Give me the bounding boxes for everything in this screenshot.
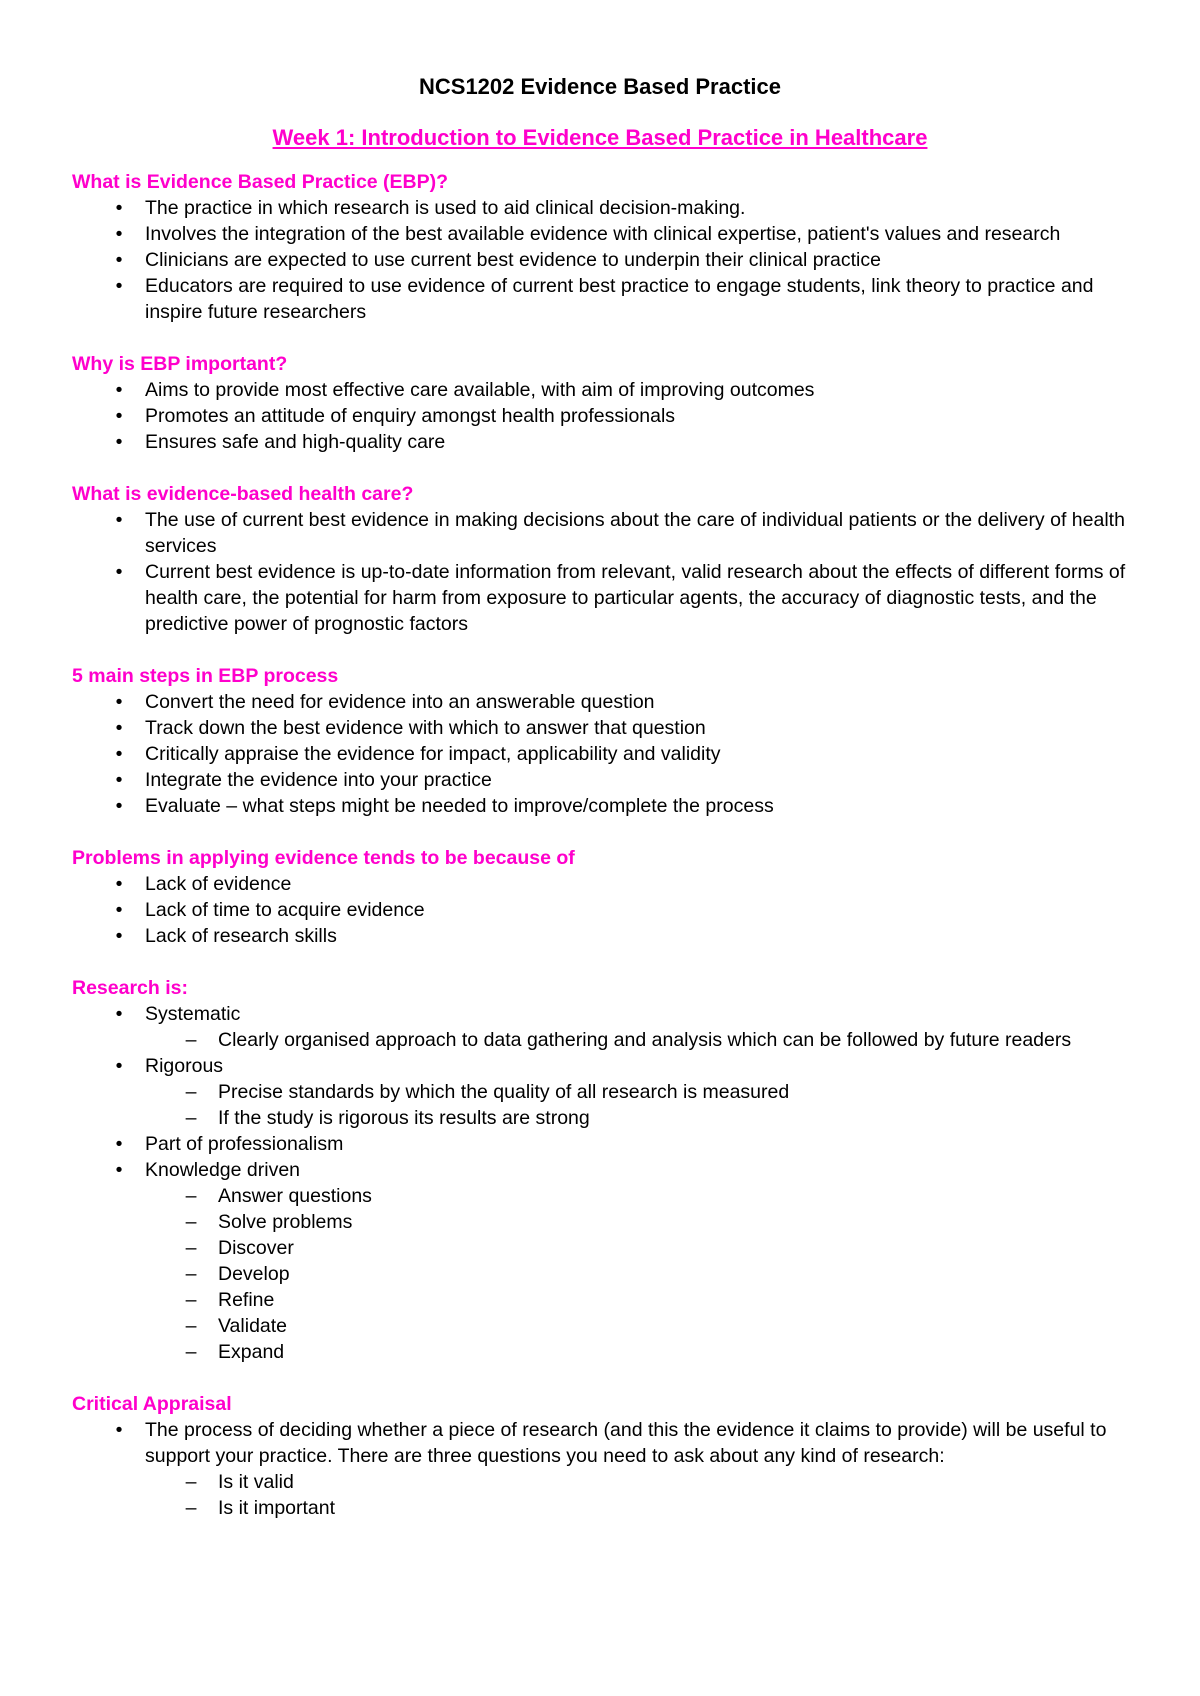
bullet-icon: •	[115, 795, 123, 817]
sub-item	[145, 1469, 1128, 1495]
bullet-list	[72, 689, 1128, 819]
bullet-item	[72, 429, 1128, 455]
dash-icon: –	[185, 1497, 197, 1519]
bullet-item	[72, 1053, 1128, 1131]
bullet-item	[72, 273, 1128, 325]
sub-item	[145, 1339, 1128, 1365]
bullet-icon: •	[115, 1159, 123, 1181]
section	[72, 663, 1128, 819]
sub-item-text: Solve problems	[218, 1211, 353, 1233]
dash-icon: –	[185, 1107, 197, 1129]
sub-item-text: If the study is rigorous its results are strong	[218, 1107, 590, 1129]
bullet-icon: •	[115, 405, 123, 427]
dash-icon: –	[185, 1029, 197, 1051]
sub-item-text: Refine	[218, 1289, 275, 1311]
bullet-text: Lack of evidence	[145, 873, 292, 895]
sub-list	[145, 1469, 1128, 1521]
bullet-list	[72, 1001, 1128, 1365]
bullet-list	[72, 377, 1128, 455]
sub-item	[145, 1287, 1128, 1313]
bullet-item	[72, 247, 1128, 273]
sub-item	[145, 1313, 1128, 1339]
bullet-item	[72, 377, 1128, 403]
bullet-list	[72, 507, 1128, 637]
bullet-icon: •	[115, 691, 123, 713]
section-heading: Research is:	[72, 977, 188, 999]
bullet-item	[72, 793, 1128, 819]
dash-icon: –	[185, 1081, 197, 1103]
dash-icon: –	[185, 1263, 197, 1285]
section	[72, 481, 1128, 637]
bullet-text: Part of professionalism	[145, 1133, 344, 1155]
bullet-text: Systematic	[145, 1003, 241, 1025]
dash-icon: –	[185, 1341, 197, 1363]
section-heading: 5 main steps in EBP process	[72, 665, 339, 687]
section-heading: Why is EBP important?	[72, 353, 288, 375]
bullet-text: Knowledge driven	[145, 1159, 301, 1181]
bullet-text: Clinicians are expected to use current best evidence to underpin their clinical practice	[145, 249, 881, 271]
bullet-icon: •	[115, 899, 123, 921]
section	[72, 975, 1128, 1365]
bullet-item	[72, 559, 1128, 637]
sub-item-text: Answer questions	[218, 1185, 372, 1207]
section-heading: What is evidence-based health care?	[72, 483, 414, 505]
bullet-text: Involves the integration of the best available evidence with clinical expertise, patient's values and research	[145, 223, 1061, 245]
section-heading: Problems in applying evidence tends to be because of	[72, 847, 575, 869]
sub-item-text: Validate	[218, 1315, 288, 1337]
dash-icon: –	[185, 1315, 197, 1337]
bullet-text: Lack of time to acquire evidence	[145, 899, 425, 921]
bullet-item	[72, 1001, 1128, 1053]
bullet-text: Rigorous	[145, 1055, 224, 1077]
bullet-list	[72, 871, 1128, 949]
sub-item	[145, 1235, 1128, 1261]
sub-item	[145, 1261, 1128, 1287]
sections-container	[72, 169, 1128, 1521]
bullet-text: Ensures safe and high-quality care	[145, 431, 446, 453]
bullet-text: Aims to provide most effective care available, with aim of improving outcomes	[145, 379, 815, 401]
bullet-item	[72, 715, 1128, 741]
bullet-item	[72, 195, 1128, 221]
sub-item	[145, 1183, 1128, 1209]
bullet-icon: •	[115, 197, 123, 219]
sub-list	[145, 1027, 1128, 1053]
bullet-text: Educators are required to use evidence of current best practice to engage students, link theory to practice and inspire future researchers	[145, 275, 1094, 323]
sub-item	[145, 1079, 1128, 1105]
document-subtitle: Week 1: Introduction to Evidence Based Practice in Healthcare	[272, 125, 928, 150]
bullet-text: The process of deciding whether a piece of research (and this the evidence it claims to provide) will be useful to support your practice. There are three questions you need to ask about any kind of research:	[145, 1419, 1107, 1467]
dash-icon: –	[185, 1211, 197, 1233]
bullet-text: Track down the best evidence with which to answer that question	[145, 717, 706, 739]
bullet-icon: •	[115, 743, 123, 765]
bullet-icon: •	[115, 509, 123, 531]
sub-list	[145, 1183, 1128, 1365]
bullet-item	[72, 871, 1128, 897]
bullet-text: Evaluate – what steps might be needed to improve/complete the process	[145, 795, 774, 817]
bullet-item	[72, 741, 1128, 767]
sub-item	[145, 1105, 1128, 1131]
bullet-icon: •	[115, 561, 123, 583]
bullet-icon: •	[115, 431, 123, 453]
sub-item-text: Develop	[218, 1263, 290, 1285]
bullet-item	[72, 767, 1128, 793]
dash-icon: –	[185, 1471, 197, 1493]
section-heading: Critical Appraisal	[72, 1393, 232, 1415]
bullet-icon: •	[115, 925, 123, 947]
sub-item-text: Is it important	[218, 1497, 336, 1519]
sub-item-text: Is it valid	[218, 1471, 294, 1493]
sub-list	[145, 1079, 1128, 1131]
document-title: NCS1202 Evidence Based Practice	[419, 74, 781, 99]
bullet-icon: •	[115, 223, 123, 245]
bullet-icon: •	[115, 379, 123, 401]
bullet-item	[72, 1417, 1128, 1521]
bullet-item	[72, 923, 1128, 949]
bullet-text: Lack of research skills	[145, 925, 337, 947]
bullet-text: The practice in which research is used to aid clinical decision-making.	[145, 197, 746, 219]
dash-icon: –	[185, 1289, 197, 1311]
sub-item-text: Expand	[218, 1341, 285, 1363]
sub-item	[145, 1027, 1128, 1053]
dash-icon: –	[185, 1185, 197, 1207]
bullet-text: Convert the need for evidence into an answerable question	[145, 691, 655, 713]
bullet-icon: •	[115, 873, 123, 895]
bullet-icon: •	[115, 1133, 123, 1155]
bullet-icon: •	[115, 717, 123, 739]
bullet-text: Integrate the evidence into your practice	[145, 769, 492, 791]
sub-item-text: Clearly organised approach to data gathering and analysis which can be followed by future readers	[218, 1029, 1072, 1051]
bullet-icon: •	[115, 249, 123, 271]
section	[72, 845, 1128, 949]
bullet-item	[72, 507, 1128, 559]
bullet-icon: •	[115, 769, 123, 791]
bullet-icon: •	[115, 275, 123, 297]
section	[72, 169, 1128, 325]
bullet-icon: •	[115, 1419, 123, 1441]
section	[72, 351, 1128, 455]
bullet-item	[72, 221, 1128, 247]
bullet-item	[72, 403, 1128, 429]
bullet-icon: •	[115, 1055, 123, 1077]
bullet-text: Current best evidence is up-to-date information from relevant, valid research about the effects of different forms of health care, the potential for harm from exposure to particular agents, the accuracy of diagnostic tests, and the predictive power of prognostic factors	[145, 561, 1126, 635]
section	[72, 1391, 1128, 1521]
bullet-icon: •	[115, 1003, 123, 1025]
sub-item-text: Precise standards by which the quality of all research is measured	[218, 1081, 790, 1103]
bullet-item	[72, 1157, 1128, 1365]
bullet-item	[72, 1131, 1128, 1157]
sub-item-text: Discover	[218, 1237, 294, 1259]
bullet-text: Promotes an attitude of enquiry amongst health professionals	[145, 405, 676, 427]
bullet-item	[72, 897, 1128, 923]
bullet-list	[72, 195, 1128, 325]
bullet-text: The use of current best evidence in making decisions about the care of individual patients or the delivery of health services	[145, 509, 1125, 557]
bullet-list	[72, 1417, 1128, 1521]
section-heading: What is Evidence Based Practice (EBP)?	[72, 171, 449, 193]
bullet-text: Critically appraise the evidence for impact, applicability and validity	[145, 743, 721, 765]
sub-item	[145, 1209, 1128, 1235]
bullet-item	[72, 689, 1128, 715]
sub-item	[145, 1495, 1128, 1521]
dash-icon: –	[185, 1237, 197, 1259]
